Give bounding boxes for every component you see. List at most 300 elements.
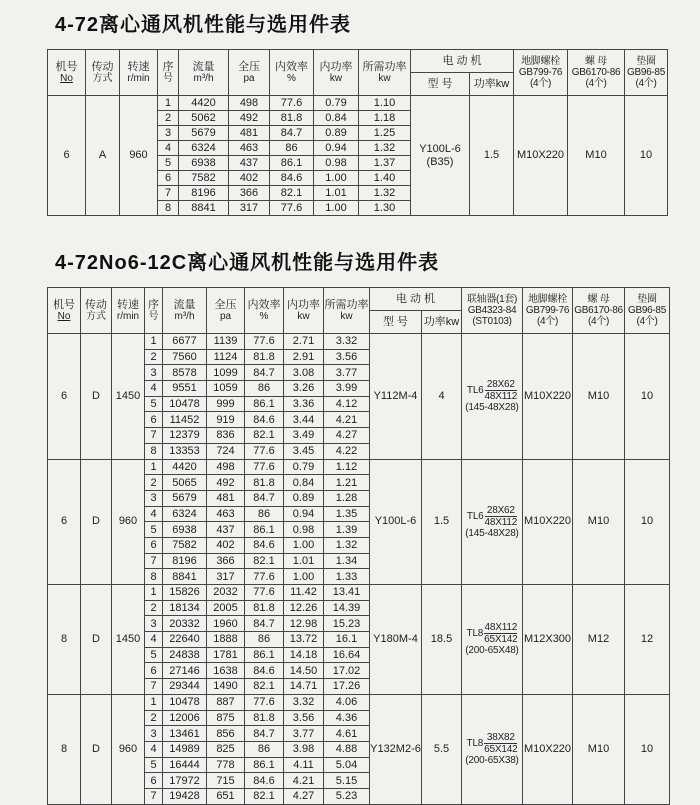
col-header-line: 地脚螺栓 xyxy=(521,56,560,67)
col-header-line: r/min xyxy=(116,310,140,322)
data-cell: 8196 xyxy=(179,186,229,201)
data-cell: 10478 xyxy=(163,396,207,412)
col-header-line: 序 xyxy=(148,298,159,311)
data-row xyxy=(48,694,670,710)
data-cell: 3.77 xyxy=(284,726,324,742)
data-cell: 5 xyxy=(145,647,163,663)
data-cell: 3 xyxy=(158,126,179,141)
data-cell: 86 xyxy=(245,381,284,397)
col-header-motor-power xyxy=(470,73,514,96)
data-cell: 1124 xyxy=(207,349,245,365)
data-cell: 0.98 xyxy=(314,156,359,171)
data-cell: 4.36 xyxy=(324,710,370,726)
data-cell: 3 xyxy=(145,490,163,506)
col-header-line: 垫圈 xyxy=(636,56,656,67)
col-header-pressure xyxy=(229,50,270,96)
data-cell: 86.1 xyxy=(245,522,284,538)
data-cell: 82.1 xyxy=(245,679,284,695)
data-cell: 1.32 xyxy=(359,186,411,201)
data-cell: 856 xyxy=(207,726,245,742)
data-cell: 20332 xyxy=(163,616,207,632)
data-cell: 498 xyxy=(229,96,270,111)
col-header-line: 转速 xyxy=(127,60,150,73)
data-cell: 0.79 xyxy=(284,459,324,475)
data-cell: 1.00 xyxy=(284,537,324,553)
data-cell: 84.7 xyxy=(245,490,284,506)
data-cell: 366 xyxy=(207,553,245,569)
data-cell: 86.1 xyxy=(245,396,284,412)
coupling-size xyxy=(462,732,522,755)
data-cell: 437 xyxy=(207,522,245,538)
data-cell: 3.36 xyxy=(284,396,324,412)
data-cell: 1139 xyxy=(207,334,245,350)
col-header-line: 方式 xyxy=(86,310,106,322)
data-cell: 5.15 xyxy=(324,773,370,789)
anchor-bolt-cell: M10X220 xyxy=(514,96,568,216)
data-cell: 84.7 xyxy=(245,616,284,632)
col-header-line: (4个) xyxy=(585,78,607,89)
data-cell: 875 xyxy=(207,710,245,726)
data-row xyxy=(48,459,670,475)
anchor-bolt-cell: M10X220 xyxy=(523,334,573,460)
motor-model-cell xyxy=(370,334,422,460)
col-header-line: 电 动 机 xyxy=(442,55,482,67)
data-cell: 4 xyxy=(145,381,163,397)
group-speed-cell: 960 xyxy=(120,96,158,216)
col-header-line: m³/h xyxy=(174,310,195,322)
col-header-motor-model xyxy=(370,311,422,334)
motor-power-cell: 18.5 xyxy=(422,585,462,695)
data-cell: 5679 xyxy=(179,126,229,141)
data-cell: 1.10 xyxy=(359,96,411,111)
col-header-line: m³/h xyxy=(193,72,214,84)
col-header-motor-group xyxy=(411,50,514,73)
data-cell: 437 xyxy=(229,156,270,171)
data-cell: 6 xyxy=(145,663,163,679)
coupling-fraction-numerator: 28X62 xyxy=(485,379,518,391)
col-header-seq xyxy=(145,288,163,334)
data-cell: 82.1 xyxy=(245,428,284,444)
data-cell: 3 xyxy=(145,365,163,381)
col-header-line: 内功率 xyxy=(319,60,353,73)
group-drive-mode-cell: D xyxy=(81,585,112,695)
data-cell: 481 xyxy=(207,490,245,506)
data-cell: 14.18 xyxy=(284,647,324,663)
data-cell: 887 xyxy=(207,694,245,710)
col-header-fan-no xyxy=(48,50,86,96)
header-row-1 xyxy=(48,288,670,311)
coupling-fraction xyxy=(485,505,518,528)
data-row xyxy=(48,334,670,350)
col-header-line: 机号 xyxy=(53,298,75,311)
col-header-line: 方式 xyxy=(92,72,113,84)
data-cell: 0.84 xyxy=(284,475,324,491)
motor-model-line: Y100L-6 xyxy=(419,142,461,155)
data-cell: 77.6 xyxy=(245,569,284,585)
coupling-fraction xyxy=(484,732,517,755)
data-cell: 1 xyxy=(145,694,163,710)
data-cell: 7 xyxy=(145,788,163,804)
data-cell: 5679 xyxy=(163,490,207,506)
data-cell: 86.1 xyxy=(245,647,284,663)
data-cell: 1.30 xyxy=(359,201,411,216)
col-header-line: r/min xyxy=(127,72,150,84)
data-cell: 0.94 xyxy=(314,141,359,156)
motor-model-line: Y180M-4 xyxy=(373,632,418,645)
data-cell: 5 xyxy=(145,396,163,412)
col-header-line: % xyxy=(287,72,296,84)
data-cell: 651 xyxy=(207,788,245,804)
data-cell: 15826 xyxy=(163,585,207,601)
nut-cell: M10 xyxy=(568,96,625,216)
col-header-line: No xyxy=(60,72,73,84)
group-speed-cell: 1450 xyxy=(112,334,145,460)
data-row xyxy=(48,585,670,601)
col-header-line: 内功率 xyxy=(287,298,320,311)
data-cell: 10478 xyxy=(163,694,207,710)
col-header-line: kw xyxy=(297,310,310,322)
washer-cell: 12 xyxy=(625,585,670,695)
data-cell: 2.71 xyxy=(284,334,324,350)
col-header-line: % xyxy=(259,310,269,322)
data-cell: 86.1 xyxy=(245,757,284,773)
data-cell: 14.50 xyxy=(284,663,324,679)
col-header-line: 号 xyxy=(163,72,173,84)
col-header-line: 型 号 xyxy=(382,316,409,328)
coupling-fraction-numerator: 48X112 xyxy=(484,622,518,634)
data-cell: 3 xyxy=(145,726,163,742)
data-cell: 3.56 xyxy=(324,349,370,365)
data-cell: 84.6 xyxy=(245,537,284,553)
coupling-note: (145-48X28) xyxy=(465,402,519,414)
coupling-cell xyxy=(462,334,523,460)
col-header-line: (4个) xyxy=(536,316,559,327)
data-cell: 4.11 xyxy=(284,757,324,773)
col-header-line: 传动 xyxy=(85,298,107,311)
motor-model-line: Y132M2-6 xyxy=(370,742,421,755)
data-cell: 8578 xyxy=(163,365,207,381)
data-cell: 1490 xyxy=(207,679,245,695)
data-cell: 7582 xyxy=(179,171,229,186)
data-cell: 1781 xyxy=(207,647,245,663)
col-header-motor-group xyxy=(370,288,462,311)
data-cell: 29344 xyxy=(163,679,207,695)
col-header-flow xyxy=(179,50,229,96)
data-cell: 2 xyxy=(145,475,163,491)
data-cell: 18134 xyxy=(163,600,207,616)
col-header-line: GB799-76 xyxy=(525,305,570,316)
data-cell: 7 xyxy=(158,186,179,201)
data-cell: 84.6 xyxy=(245,412,284,428)
data-cell: 12006 xyxy=(163,710,207,726)
group-fan-no-cell: 8 xyxy=(48,585,81,695)
data-cell: 77.6 xyxy=(270,201,314,216)
col-header-line: (4个) xyxy=(635,78,657,89)
data-cell: 86 xyxy=(245,741,284,757)
data-cell: 11.42 xyxy=(284,585,324,601)
col-header-line: 型 号 xyxy=(427,78,453,90)
data-cell: 84.6 xyxy=(245,663,284,679)
data-cell: 6 xyxy=(145,412,163,428)
washer-cell: 10 xyxy=(625,96,668,216)
data-cell: 6938 xyxy=(163,522,207,538)
col-header-line: GB96-85 xyxy=(627,67,665,78)
data-cell: 4.06 xyxy=(324,694,370,710)
performance-table xyxy=(47,287,670,805)
group-fan-no-cell: 6 xyxy=(48,334,81,460)
data-cell: 4 xyxy=(145,632,163,648)
data-cell: 14.71 xyxy=(284,679,324,695)
col-header-line: GB4323-84 xyxy=(467,305,517,316)
data-cell: 77.6 xyxy=(270,96,314,111)
data-cell: 17.26 xyxy=(324,679,370,695)
motor-model-cell xyxy=(370,694,422,804)
data-cell: 1960 xyxy=(207,616,245,632)
data-cell: 81.8 xyxy=(245,475,284,491)
nut-cell: M10 xyxy=(573,334,625,460)
data-cell: 366 xyxy=(229,186,270,201)
data-cell: 4.12 xyxy=(324,396,370,412)
col-header-line: 内效率 xyxy=(275,60,308,73)
nut-cell: M10 xyxy=(573,459,625,585)
data-cell: 77.6 xyxy=(245,443,284,459)
motor-model-cell xyxy=(370,459,422,585)
data-cell: 4.21 xyxy=(324,412,370,428)
data-cell: 16444 xyxy=(163,757,207,773)
washer-cell: 10 xyxy=(625,459,670,585)
data-cell: 481 xyxy=(229,126,270,141)
coupling-fraction-numerator: 28X62 xyxy=(485,505,518,517)
data-cell: 1.01 xyxy=(314,186,359,201)
group-speed-cell: 1450 xyxy=(112,585,145,695)
group-drive-mode-cell: D xyxy=(81,694,112,804)
data-cell: 77.6 xyxy=(245,694,284,710)
data-cell: 724 xyxy=(207,443,245,459)
data-cell: 1.12 xyxy=(324,459,370,475)
col-header-speed xyxy=(112,288,145,334)
data-cell: 86 xyxy=(245,632,284,648)
data-cell: 8196 xyxy=(163,553,207,569)
data-cell: 1.40 xyxy=(359,171,411,186)
group-drive-mode-cell: A xyxy=(86,96,120,216)
data-cell: 498 xyxy=(207,459,245,475)
data-cell: 778 xyxy=(207,757,245,773)
motor-power-cell: 1.5 xyxy=(422,459,462,585)
data-cell: 5.04 xyxy=(324,757,370,773)
data-cell: 13353 xyxy=(163,443,207,459)
data-cell: 77.6 xyxy=(245,459,284,475)
data-cell: 6324 xyxy=(163,506,207,522)
col-header-washer xyxy=(625,50,668,96)
data-cell: 3.08 xyxy=(284,365,324,381)
col-header-drive-mode xyxy=(86,50,120,96)
anchor-bolt-cell: M10X220 xyxy=(523,694,573,804)
washer-cell: 10 xyxy=(625,694,670,804)
data-cell: 492 xyxy=(207,475,245,491)
data-cell: 1.00 xyxy=(284,569,324,585)
col-header-line: 电 动 机 xyxy=(395,293,436,305)
motor-power-cell: 1.5 xyxy=(470,96,514,216)
coupling-cell xyxy=(462,459,523,585)
group-drive-mode-cell: D xyxy=(81,334,112,460)
col-header-line: GB6170-86 xyxy=(571,67,621,78)
nut-cell: M12 xyxy=(573,585,625,695)
col-header-efficiency xyxy=(245,288,284,334)
data-cell: 715 xyxy=(207,773,245,789)
anchor-bolt-cell: M10X220 xyxy=(523,459,573,585)
data-cell: 16.64 xyxy=(324,647,370,663)
data-cell: 1 xyxy=(145,459,163,475)
col-header-nut xyxy=(568,50,625,96)
data-cell: 6 xyxy=(158,171,179,186)
data-cell: 4.27 xyxy=(284,788,324,804)
data-cell: 12379 xyxy=(163,428,207,444)
data-cell: 5 xyxy=(158,156,179,171)
data-cell: 3.26 xyxy=(284,381,324,397)
col-header-pressure xyxy=(207,288,245,334)
data-cell: 3.99 xyxy=(324,381,370,397)
coupling-fraction xyxy=(484,622,517,645)
data-cell: 1 xyxy=(145,585,163,601)
col-header-line: 螺 母 xyxy=(587,294,610,305)
col-header-motor-model xyxy=(411,73,470,96)
data-cell: 1.21 xyxy=(324,475,370,491)
data-cell: 7560 xyxy=(163,349,207,365)
data-cell: 8 xyxy=(145,569,163,585)
data-cell: 4.22 xyxy=(324,443,370,459)
data-cell: 1.25 xyxy=(359,126,411,141)
data-cell: 13.72 xyxy=(284,632,324,648)
coupling-note: (145-48X28) xyxy=(465,527,519,539)
data-cell: 11452 xyxy=(163,412,207,428)
data-cell: 3.49 xyxy=(284,428,324,444)
col-header-fan-no xyxy=(48,288,81,334)
coupling-type: TL6 xyxy=(466,385,484,397)
data-cell: 1.32 xyxy=(359,141,411,156)
coupling-cell xyxy=(462,585,523,695)
data-cell: 15.23 xyxy=(324,616,370,632)
data-cell: 77.6 xyxy=(245,334,284,350)
data-cell: 3.56 xyxy=(284,710,324,726)
data-cell: 8 xyxy=(145,443,163,459)
motor-model-line: (B35) xyxy=(426,155,454,168)
col-header-line: 内效率 xyxy=(247,298,281,311)
data-cell: 3.45 xyxy=(284,443,324,459)
data-cell: 3.32 xyxy=(284,694,324,710)
coupling-fraction-denominator: 65X142 xyxy=(484,634,518,646)
col-header-required-power xyxy=(324,288,370,334)
data-cell: 14.39 xyxy=(324,600,370,616)
anchor-bolt-cell: M12X300 xyxy=(523,585,573,695)
col-header-anchor-bolt xyxy=(514,50,568,96)
col-header-line: 流量 xyxy=(173,298,196,311)
col-header-line: 螺 母 xyxy=(585,56,607,67)
data-cell: 84.7 xyxy=(270,126,314,141)
col-header-line: 全压 xyxy=(214,298,237,311)
data-cell: 82.1 xyxy=(245,553,284,569)
data-cell: 5065 xyxy=(163,475,207,491)
col-header-line: 机号 xyxy=(55,60,78,73)
col-header-line: GB799-76 xyxy=(518,67,563,78)
coupling-fraction xyxy=(485,379,518,402)
data-cell: 5.23 xyxy=(324,788,370,804)
data-cell: 1.32 xyxy=(324,537,370,553)
data-cell: 7582 xyxy=(163,537,207,553)
data-cell: 8 xyxy=(158,201,179,216)
header-row-1 xyxy=(48,50,668,73)
col-header-motor-power xyxy=(422,311,462,334)
motor-power-cell: 5.5 xyxy=(422,694,462,804)
col-header-line: 联轴器(1套) xyxy=(466,294,518,305)
data-cell: 0.98 xyxy=(284,522,324,538)
data-cell: 0.89 xyxy=(314,126,359,141)
coupling-type: TL8 xyxy=(466,738,484,750)
coupling-type: TL6 xyxy=(466,510,484,522)
col-header-line: No xyxy=(57,310,71,322)
data-cell: 402 xyxy=(229,171,270,186)
data-cell: 1.18 xyxy=(359,111,411,126)
data-cell: 4.88 xyxy=(324,741,370,757)
coupling-fraction-denominator: 48X112 xyxy=(484,516,518,528)
data-cell: 1.37 xyxy=(359,156,411,171)
data-cell: 12.98 xyxy=(284,616,324,632)
data-cell: 4 xyxy=(145,741,163,757)
col-header-line: 号 xyxy=(148,310,159,322)
col-header-line: 转速 xyxy=(117,298,139,311)
col-header-line: (ST0103) xyxy=(472,316,512,327)
coupling-size xyxy=(462,622,522,645)
coupling-fraction-numerator: 38X82 xyxy=(484,732,517,744)
table2-container xyxy=(47,287,700,805)
data-cell: 7 xyxy=(145,679,163,695)
data-cell: 317 xyxy=(207,569,245,585)
col-header-line: kw xyxy=(329,72,343,84)
data-cell: 77.6 xyxy=(245,585,284,601)
group-fan-no-cell: 6 xyxy=(48,459,81,585)
data-cell: 8841 xyxy=(163,569,207,585)
data-cell: 0.89 xyxy=(284,490,324,506)
washer-cell: 10 xyxy=(625,334,670,460)
data-cell: 13461 xyxy=(163,726,207,742)
data-cell: 3.44 xyxy=(284,412,324,428)
data-cell: 6324 xyxy=(179,141,229,156)
col-header-nut xyxy=(573,288,625,334)
data-cell: 4.27 xyxy=(324,428,370,444)
nut-cell: M10 xyxy=(573,694,625,804)
col-header-line: 垫圈 xyxy=(637,294,657,305)
data-cell: 402 xyxy=(207,537,245,553)
motor-model-cell xyxy=(411,96,470,216)
data-cell: 84.7 xyxy=(245,365,284,381)
data-cell: 463 xyxy=(229,141,270,156)
col-header-line: 流量 xyxy=(192,60,215,73)
data-cell: 4420 xyxy=(179,96,229,111)
data-cell: 0.79 xyxy=(314,96,359,111)
data-cell: 82.1 xyxy=(245,788,284,804)
col-header-line: pa xyxy=(219,310,232,322)
col-header-flow xyxy=(163,288,207,334)
coupling-cell xyxy=(462,694,523,804)
data-cell: 5 xyxy=(145,757,163,773)
data-cell: 84.7 xyxy=(245,726,284,742)
col-header-line: kw xyxy=(378,72,391,84)
col-header-internal-power xyxy=(314,50,359,96)
group-fan-no-cell: 6 xyxy=(48,96,86,216)
coupling-spec xyxy=(462,379,522,413)
data-cell: 4.61 xyxy=(324,726,370,742)
col-header-line: GB6170-86 xyxy=(574,305,623,316)
col-header-washer xyxy=(625,288,670,334)
